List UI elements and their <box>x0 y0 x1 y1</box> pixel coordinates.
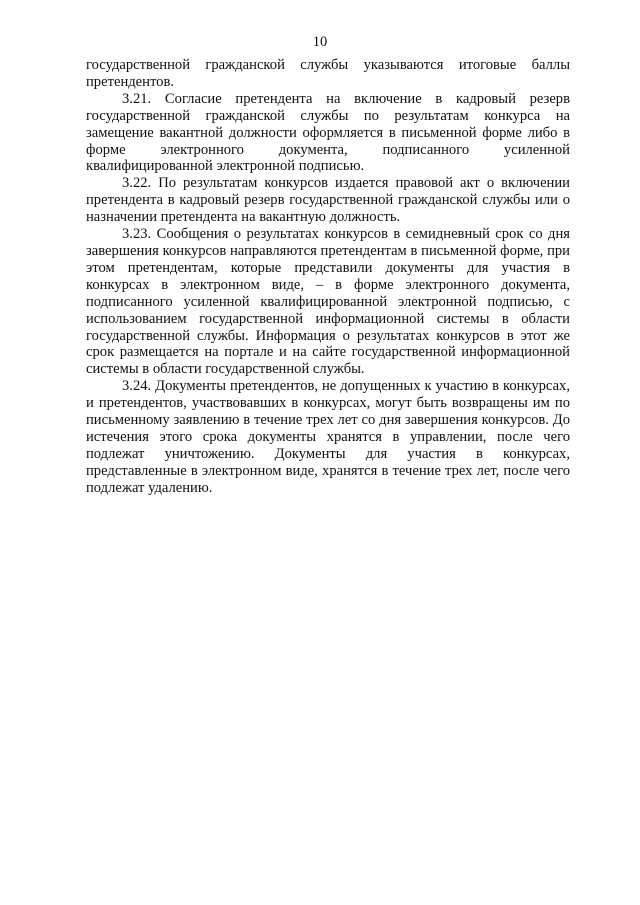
page-number: 10 <box>312 34 328 50</box>
document-body <box>86 57 570 497</box>
paragraph-3-21: 3.21. Согласие претендента на включение в кадровый резерв государственной гражданской службы по результатам конкурса на замещение вакантной должности оформляется в письменной форме либо в форме электронного документа, подписанного усиленной квалифицированной электронной подписью. <box>86 90 570 175</box>
paragraph-3-22: 3.22. По результатам конкурсов издается правовой акт о включении претендента в кадровый резерв государственной гражданской службы или о назначении претендента на вакантную должность. <box>86 175 570 226</box>
paragraph-3-24: 3.24. Документы претендентов, не допущенных к участию в конкурсах, и претендентов, участвовавших в конкурсах, могут быть возвращены им по письменному заявлению в течение трех лет со дня завершения конкурсов. До истечения этого срока документы хранятся в управлении, после чего подлежат уничтожению. Документы для участия в конкурсах, представленные в электронном виде, хранятся в течение трех лет, после чего подлежат удалению. <box>86 378 570 496</box>
paragraph-3-23: 3.23. Сообщения о результатах конкурсов в семидневный срок со дня завершения конкурсов направляются претендентам в письменной форме, при этом претендентам, которые представили документы для участия в конкурсах в электронном виде, – в форме электронного документа, подписанного усиленной квалифицированной электронной подписью, с использованием государственной информационной системы в области государственной службы. Информация о результатах конкурсов в этот же срок размещается на портале и на сайте государственной информационной системы в области государственной службы. <box>86 226 570 378</box>
paragraph-continuation: государственной гражданской службы указываются итоговые баллы претендентов. <box>86 57 570 90</box>
